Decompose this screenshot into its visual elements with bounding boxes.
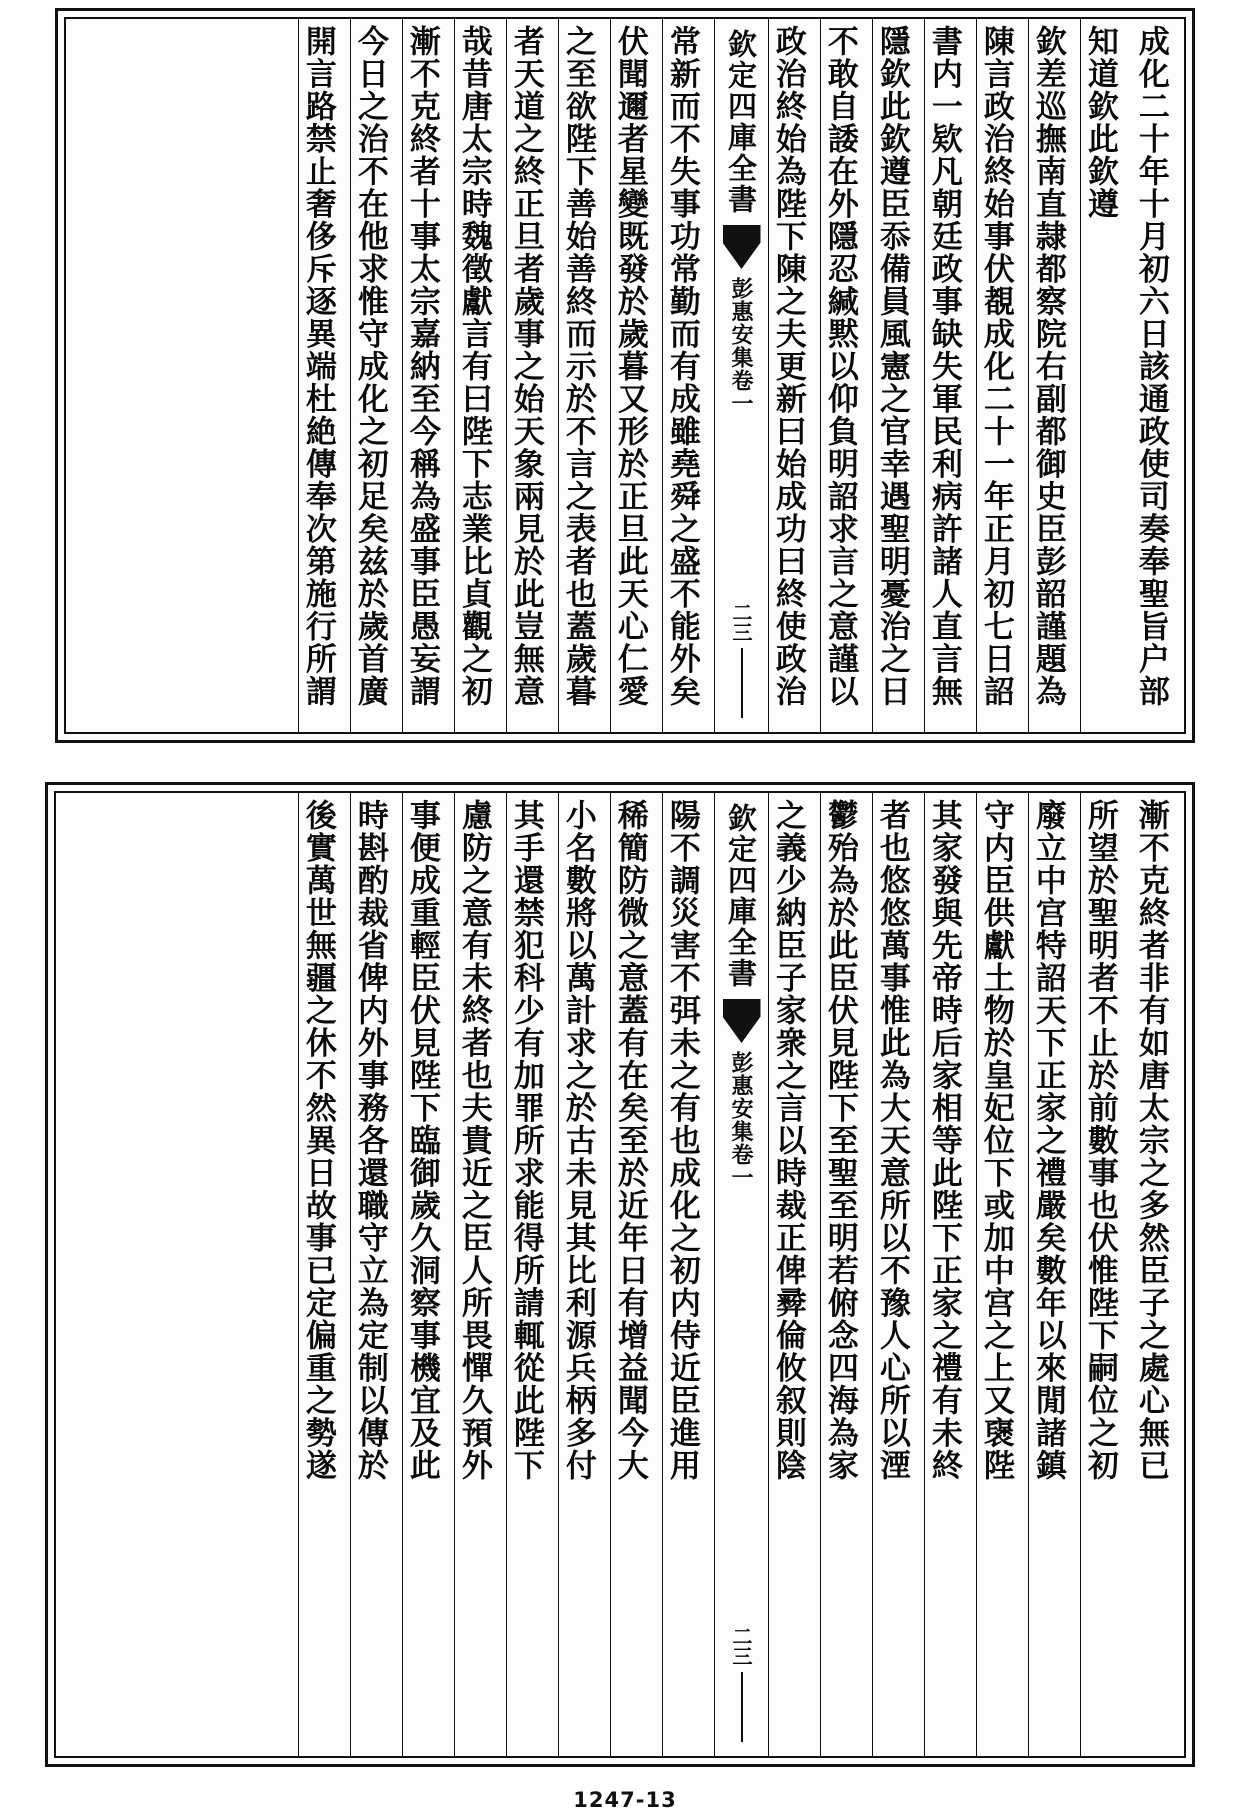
book-title: 欽定四庫全書 — [724, 29, 758, 215]
text-column: 鬱殆為於此臣伏見陛下至聖至明若俯念四海為家 — [820, 793, 872, 1756]
text-column: 書内一欵凡朝廷政事缺失軍民利病許諸人直言無 — [924, 19, 976, 732]
text-column: 者也悠悠萬事惟此為大天意所以不豫人心所以湮 — [872, 793, 924, 1756]
text-column: 慮防之意有未終者也夫貴近之臣人所畏憚久預外 — [454, 793, 506, 1756]
text-column: 漸不克終者十事太宗嘉納至今稱為盛事臣愚妄謂 — [402, 19, 454, 732]
text-column: 時斟酌裁省俾内外事務各還職守立為定制以傳於 — [350, 793, 402, 1756]
text-column: 陳言政治終始事伏覩成化二十一年正月初七日詔 — [976, 19, 1028, 732]
text-column: 政治終始為陛下陳之夫更新曰始成功曰終使政治 — [768, 19, 820, 732]
fish-tail-icon — [723, 225, 761, 269]
lower-leaf — [45, 782, 1195, 1767]
fold-center-strip — [714, 793, 768, 1756]
folio-number: 二三 — [729, 1626, 753, 1666]
fold-rule — [741, 1672, 743, 1742]
text-column: 陽不調災害不弭未之有也成化之初内侍近臣進用 — [662, 793, 714, 1756]
text-column: 廢立中宫特詔天下正家之禮嚴矣數年以來閒諸鎮 — [1028, 793, 1080, 1756]
text-column: 稀簡防微之意蓋有在矣至於近年日有增益聞今大 — [610, 793, 662, 1756]
collection-title: 彭惠安集 — [728, 1051, 754, 1143]
text-column: 其手還禁犯科少有加罪所求能得所請輒從此陛下 — [506, 793, 558, 1756]
text-column: 今日之治不在他求惟守成化之初足矣兹於歲首廣 — [350, 19, 402, 732]
text-column: 之義少納臣子家衆之言以時裁正俾彛倫攸叙則陰 — [768, 793, 820, 1756]
text-column: 知道欽此欽遵 — [1080, 19, 1132, 732]
lower-leaf-text-frame — [54, 791, 1186, 1758]
text-column: 開言路禁止奢侈斥逐異端杜絶傳奉次第施行所謂 — [298, 19, 350, 732]
text-column: 所望於聖明者不止於前數事也伏惟陛下嗣位之初 — [1080, 793, 1132, 1756]
text-column: 之至欲陛下善始善終而示於不言之表者也蓋歲暮 — [558, 19, 610, 732]
text-column: 小名數將以萬計求之於古未見其比利源兵柄多付 — [558, 793, 610, 1756]
text-column: 成化二十年十月初六日該通政使司奏奉聖旨户部 — [1132, 25, 1169, 708]
text-column: 守内臣供獻土物於皇妃位下或加中宫之上又襃陛 — [976, 793, 1028, 1756]
folio-number: 二三 — [729, 602, 753, 642]
text-column: 隱欽此欽遵臣忝備員風憲之官幸遇聖明憂治之日 — [872, 19, 924, 732]
text-column: 不敢自諉在外隱忍緘黙以仰負明詔求言之意謹以 — [820, 19, 872, 732]
text-column: 伏聞邇者星變既發於歲暮又形於正旦此天心仁愛 — [610, 19, 662, 732]
text-column: 後實萬世無疆之休不然異日故事已定偏重之勢遂 — [298, 793, 350, 1756]
text-column: 事便成重輕臣伏見陛下臨御歲久洞察事機宜及此 — [402, 793, 454, 1756]
fold-center-strip — [714, 19, 768, 732]
upper-leaf — [55, 8, 1195, 743]
volume-label: 卷一 — [728, 369, 754, 415]
fold-rule — [741, 648, 743, 718]
text-column: 哉昔唐太宗時魏徵獻言有曰陛下志業比貞觀之初 — [454, 19, 506, 732]
lower-leaf-columns — [56, 793, 1184, 1756]
text-column: 欽差巡撫南直隷都察院右副都御史臣彭韶謹題為 — [1028, 19, 1080, 732]
fish-tail-icon — [723, 999, 761, 1043]
text-column: 漸不克終者非有如唐太宗之多然臣子之處心無已 — [1132, 799, 1169, 1482]
text-column: 其家發與先帝時后家相等此陛下正家之禮有未終 — [924, 793, 976, 1756]
volume-label: 卷一 — [728, 1143, 754, 1189]
collection-title: 彭惠安集 — [728, 277, 754, 369]
text-column: 者天道之終正旦者歲事之始天象兩見於此豈無意 — [506, 19, 558, 732]
book-title: 欽定四庫全書 — [724, 803, 758, 989]
text-column: 常新而不失事功常勤而有成雖堯舜之盛不能外矣 — [662, 19, 714, 732]
page-number: 1247-13 — [573, 1788, 677, 1812]
upper-leaf-text-frame — [64, 17, 1186, 734]
upper-leaf-columns — [66, 19, 1184, 732]
